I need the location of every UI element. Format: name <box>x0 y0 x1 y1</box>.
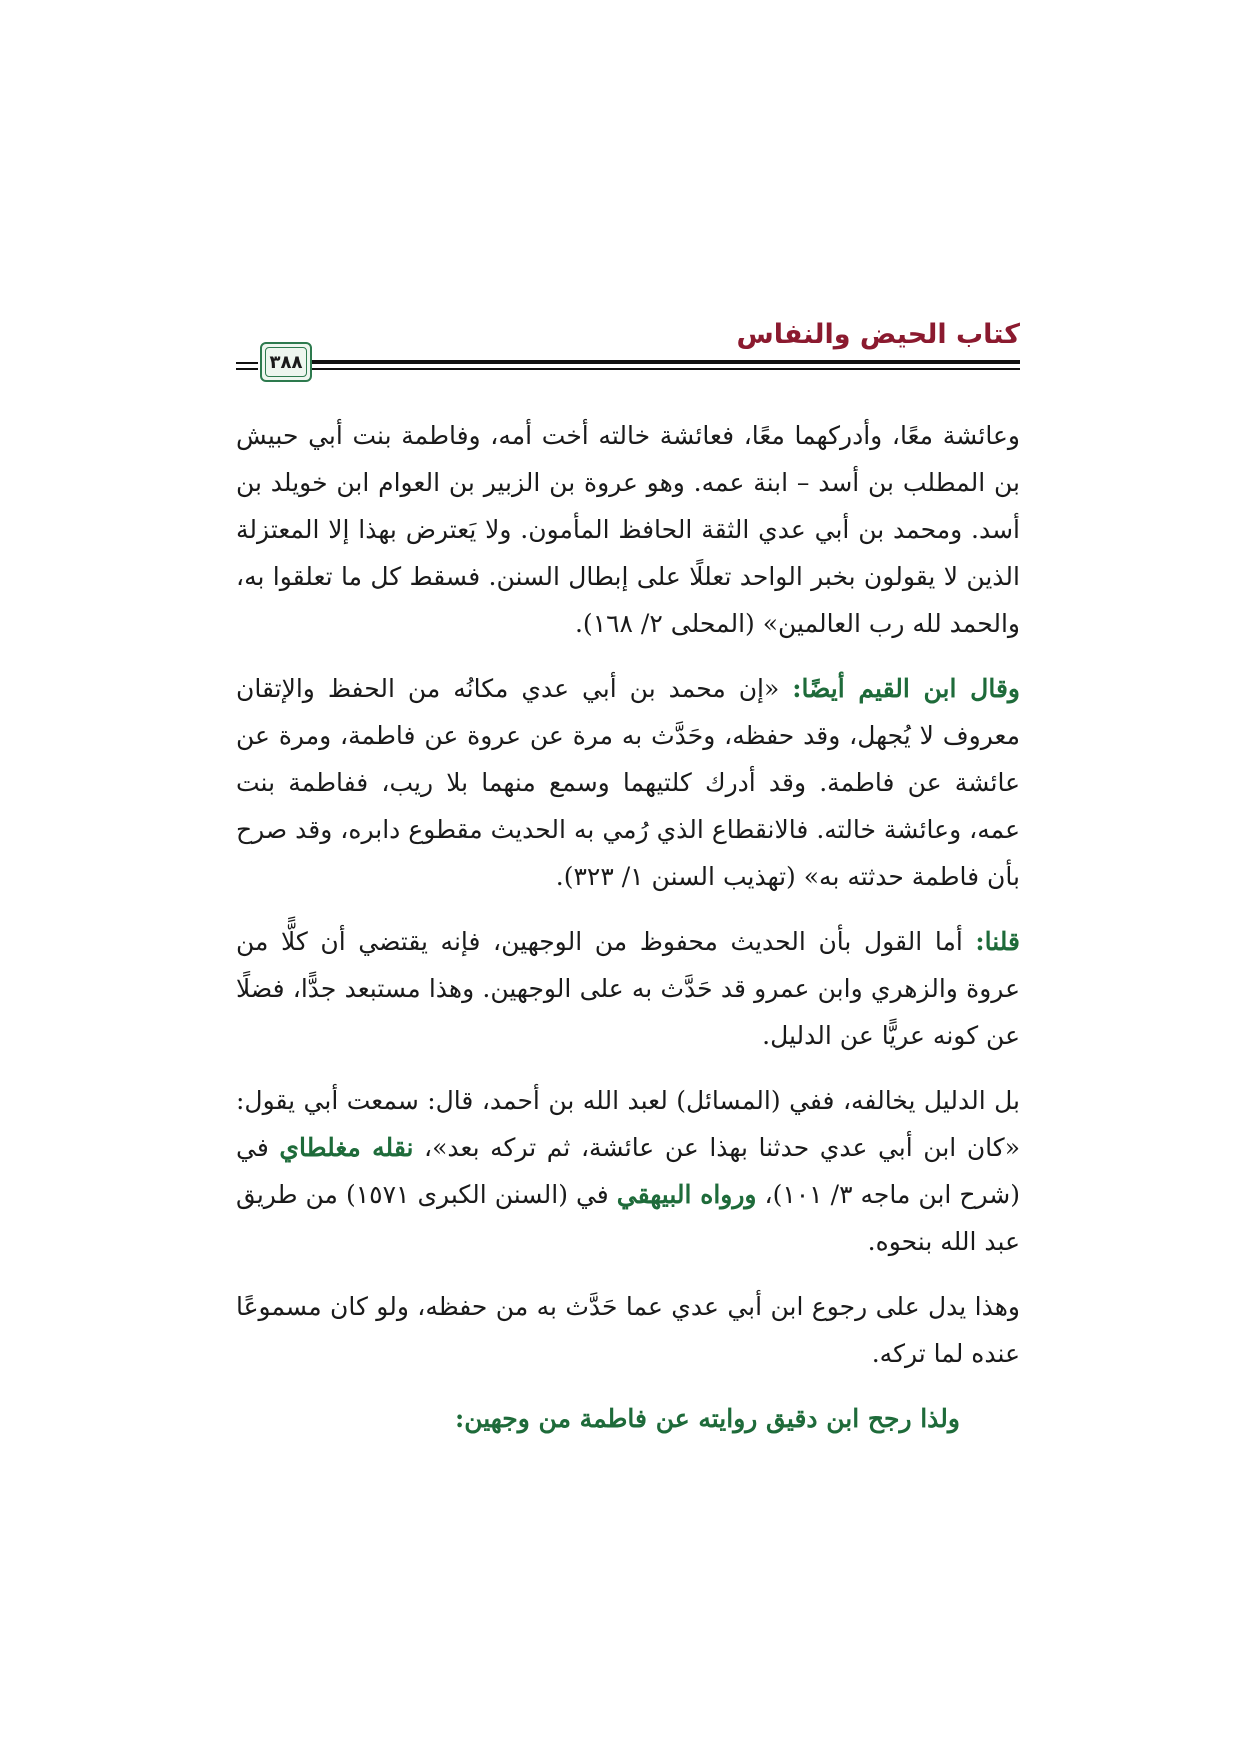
paragraph-3-lead: قلنا: <box>975 927 1020 956</box>
paragraph-5: وهذا يدل على رجوع ابن أبي عدي عما حَدَّث به من حفظه، ولو كان مسموعًا عنده لما تركه. <box>236 1292 1020 1368</box>
page-number: ٣٨٨ <box>269 351 303 373</box>
paragraph-4 <box>236 1077 1020 1265</box>
header-rule-thick <box>290 360 1020 364</box>
book-title: كتاب الحيض والنفاس <box>736 319 1020 350</box>
paragraph-2 <box>236 665 1020 900</box>
header-rule-left-bottom <box>236 368 258 370</box>
page-header <box>236 318 1020 388</box>
paragraph-4-part-b: في (شرح ابن ماجه ٣/ ١٠١)، <box>236 1133 1021 1209</box>
paragraph-2-lead: وقال ابن القيم أيضًا: <box>792 674 1020 703</box>
page-number-badge <box>260 342 312 382</box>
paragraph-4-highlight-2: ورواه البيهقي <box>616 1180 757 1209</box>
page-body <box>236 412 1020 1460</box>
header-rule-thin <box>290 368 1020 370</box>
paragraph-3 <box>236 918 1020 1059</box>
paragraph-4-part-c: في (السنن الكبرى ١٥٧١) من طريق عبد الله بنحوه. <box>236 1180 1020 1256</box>
paragraph-2-text: «إن محمد بن أبي عدي مكانُه من الحفظ والإتقان معروف لا يُجهل، وقد حفظه، وحَدَّث به مرة عن عروة عن فاطمة، ومرة عن عائشة عن فاطمة. وقد أدرك كلتيهما وسمع منهما بلا ريب، ففاطمة بنت عمه، وعائشة خالته. فالانقطاع الذي رُمي به الحديث مقطوع دابره، وقد صرح بأن فاطمة حدثته به» (تهذيب السنن ١/ ٣٢٣). <box>236 674 1020 891</box>
paragraph-1: وعائشة معًا، وأدركهما معًا، فعائشة خالته أخت أمه، وفاطمة بنت أبي حبيش بن المطلب بن أسد – ابنة عمه. وهو عروة بن الزبير بن العوام ابن خويلد بن أسد. ومحمد بن أبي عدي الثقة الحافظ المأمون. ولا يَعترض بهذا إلا المعتزلة الذين لا يقولون بخبر الواحد تعللًا على إبطال السنن. فسقط كل ما تعلقوا به، والحمد لله رب العالمين» (المحلى ٢/ ١٦٨). <box>236 421 1020 638</box>
paragraph-4-part-a: بل الدليل يخالفه، ففي (المسائل) لعبد الله بن أحمد، قال: سمعت أبي يقول: «كان ابن أبي عدي حدثنا بهذا عن عائشة، ثم تركه بعد»، <box>236 1086 1020 1162</box>
section-heading: ولذا رجح ابن دقيق روايته عن فاطمة من وجهين: <box>454 1404 960 1433</box>
paragraph-4-highlight-1: نقله مغلطاي <box>279 1133 414 1162</box>
paragraph-3-text: أما القول بأن الحديث محفوظ من الوجهين، فإنه يقتضي أن كلًّا من عروة والزهري وابن عمرو قد حَدَّث به على الوجهين. وهذا مستبعد جدًّا، فضلًا عن كونه عريًّا عن الدليل. <box>236 927 1020 1050</box>
header-rule-left-top <box>236 362 258 364</box>
